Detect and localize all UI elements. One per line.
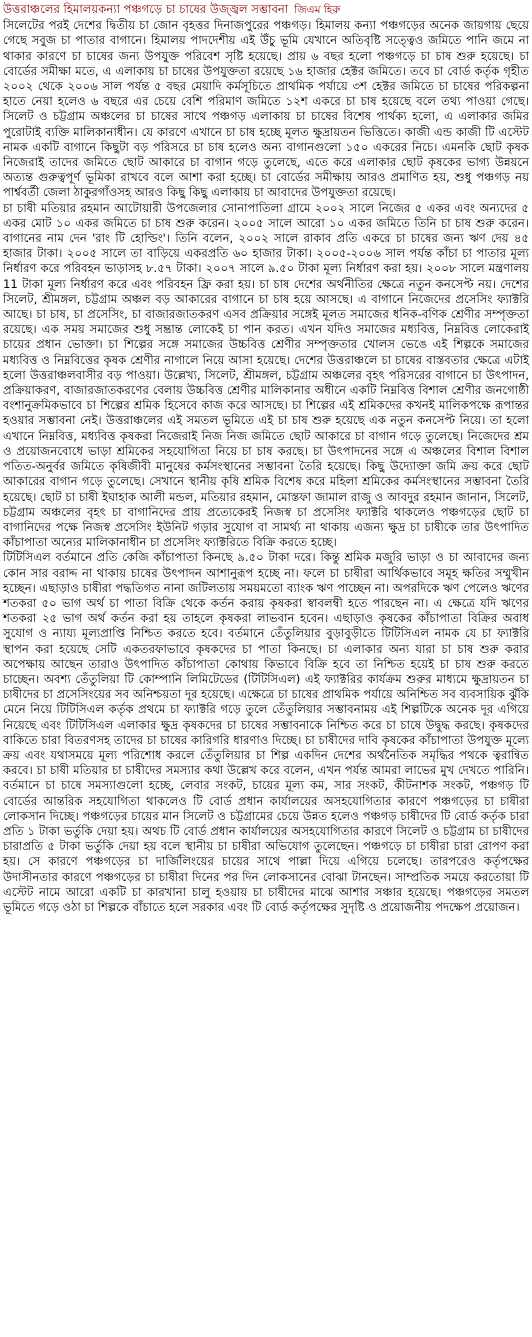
article-headline (3, 2, 529, 18)
article-paragraph-2: চা চাষী মতিয়ার রহমান আটোয়ারী উপজেলার সোনাপাতিলা গ্রামে ২০০২ সালে নিজের ৫ একর এবং অন্যদের ৫ একর মোট ১০ একর জমিতে চা চাষ শুরু করেন। ২০০৫ সালে আরো ১০ একর জমিতে তিনি চা চাষ শুরু করেন। বাগানের নাম দেন 'রাং টি হোল্ডিং'। তিনি বলেন, ২০০২ সালে রাকাব প্রতি একরে চা চাষের জন্য ঋণ দেয় ৪৫ হাজার টাকা। ২০০৫ সালে তা বাড়িয়ে একরপ্রতি ৬০ হাজার টাকা। ২০০৫-২০০৬ সাল পর্যন্ত কাঁচা চা পাতার মূল্য নির্ধারণ করে পরিবহন ভাড়াসহ ৮.৫৭ টাকা। ২০০৭ সালে ৯.৫০ টাকা মূল্য নির্ধারণ করা হয়। ২০০৮ সালে মন্ত্রণালয় 11 টাকা মূল্য নির্ধারণ করে এবং পরিবহন ফ্রি করা হয়। চা চাষ দেশের অর্থনীতির ক্ষেত্রে নতুন কনসেপ্ট নয়। দেশের সিলেট, শ্রীমঙ্গল, চট্টগ্রাম অঞ্চল বড় আকারের বাগানে চা চাষ হয়ে আসছে। এ বাগানে নিজেদের প্রসেসিং ফ্যাক্টরি আছে। চা চাষ, চা প্রসেসিং, চা বাজারজাতকরণ এসব প্রক্রিয়ার সঙ্গেই মূলত সমাজের ধনিক-বণিক শ্রেণীর সম্পৃক্ততা রয়েছে। এক সময় সমাজের শুধু সম্ভ্রান্ত লোকেই চা পান করত। এখন যদিও সমাজের মধ্যবিত্ত, নিম্নবিত্ত লোকেরাই চায়ের প্রধান ভোক্তা। চা শিল্পের সঙ্গে সমাজের উচ্চবিত্ত শ্রেণীর সম্পৃক্ততার খোলস ভেঙে এই শিল্পকে সমাজের মধ্যবিত্ত ও নিম্নবিত্তের কৃষক শ্রেণীর নাগালে নিয়ে আসা হয়েছে। দেশের উত্তরাঞ্চলে চা চাষের বাস্তবতার ক্ষেত্রে এটাই হলো উত্তরাঞ্চলবাসীর বড় পাওয়া। উল্লেখ্য, সিলেট, শ্রীমঙ্গল, চট্টগ্রাম অঞ্চলের বৃহৎ পরিসরের বাগানে চা উৎপাদন, প্রক্রিয়াকরণ, বাজারজাতকরণের বেলায় উচ্চবিত্ত শ্রেণীর মালিকানার অধীনে একটি নিম্নবিত্ত বিশাল শ্রেণীর জনগোষ্ঠী বংশানুক্রমিকভাবে চা শিল্পের শ্রমিক হিসেবে কাজ করে আসছে। চা শিল্পের এই শ্রমিকদের কখনই মালিকপক্ষে রূপান্তর হওয়ার সম্ভাবনা নেই। উত্তরাঞ্চলের এই সমতল ভূমিতে এই চা চাষ শুরু হয়েছে এক নতুন কনসেপ্ট নিয়ে। তা হলো এখানে নিম্নবিত্ত, মধ্যবিত্ত কৃষকরা নিজেরাই নিজ নিজ জমিতে ছোট আকারে চা বাগান গড়ে তুলেছে। নিজেদের শ্রম ও প্রয়োজনবোধে ভাড়া শ্রমিকের সহযোগিতা নিয়ে চা চাষ করছে। চা উৎপাদনের সঙ্গে এ অঞ্চলের বিশাল বিশাল পতিত-অনুর্বর জমিতে কৃষিজীবী মানুষের কর্মসংস্থানের সম্ভাবনা তৈরি হয়েছে। কিছু উদ্যোক্তা জমি ক্রয় করে ছোট আকারের বাগান গড়ে তুলেছে। সেখানে স্থানীয় কৃষি শ্রমিক বিশেষ করে মহিলা শ্রমিকের কর্মসংস্থানের সম্ভাবনা তৈরি হয়েছে। ছোট চা চাষী ইঘাহাক আলী মন্ডল, মতিয়ার রহমান, মোস্তফা জামাল রাজু ও আবদুর রহমান জানান, সিলেট, চট্টগ্রাম অঞ্চলের বৃহৎ চা বাগানিদের প্রায় প্রত্যেকেরই নিজস্ব চা প্রসেসিং ফ্যাক্টরি থাকলেও পঞ্চগড়ের ছোট চা বাগানিদের পক্ষে নিজস্ব প্রসেসিং ইউনিট গড়ার সুযোগ বা সামর্থ্য না থাকায় এজন্য ক্ষুদ্র চা চাষীকে তার উৎপাদিত কাঁচাপাতা অন্যের মালিকানাধীন চা প্রসেসিং ফ্যাক্টরিতে বিক্রি করতে হচ্ছে। (3, 200, 529, 550)
article-title: উত্তরাঞ্চলের হিমালয়কন্যা পঞ্চগড়ে চা চাষের উজ্জ্বল সম্ভাবনা (3, 2, 289, 16)
article-paragraph-1: সিলেটের পরই দেশের দ্বিতীয় চা জোন বৃহত্তর দিনাজপুরের পঞ্চগড়। হিমালয় কন্যা পঞ্চগড়ের অনেক জায়গায় ছেয়ে গেছে সবুজ চা পাতার বাগানে। হিমালয় পাদদেশীয় এই উঁচু ভূমি যেখানে অতিবৃষ্টি সত্ত্বেও জমিতে পানি জমে না থাকার কারণে চা চাষের জন্য উপযুক্ত পরিবেশ সৃষ্টি হয়েছে। প্রায় ৬ বছর হলো পঞ্চগড়ে চা চাষ শুরু হয়েছে। চা বোর্ডের সমীক্ষা মতে, এ এলাকায় চা চাষের উপযুক্ততা রয়েছে ১৬ হাজার হেক্টর জমিতে। তবে চা বোর্ড কর্তৃক গৃহীত ২০০২ থেকে ২০০৬ সাল পর্যন্ত ৫ বছর মেয়াদি কর্মসূচিতে প্রাথমিক পর্যায়ে ৩শ হেক্টর জমিতে চা চাষের পরিকল্পনা হাতে নেয়া হলেও ৬ বছরে এর চেয়ে বেশি পরিমাণ জমিতে ১২শ একরে চা চাষ হয়েছে বলে তথ্য পাওয়া গেছে। সিলেট ও চট্টগ্রাম অঞ্চলের চা চাষের সাথে পঞ্চগড় এলাকায় চা চাষের বিশেষ পার্থক্য হলো, এ এলাকার জমির পুরোটাই ব্যক্তি মালিকানাধীন। যে কারণে এখানে চা চাষ হচ্ছে মূলত ক্ষুদ্রায়তন ভিত্তিতে। কাজী এন্ড কাজী টি এস্টেট নামক একটি বাগানে কিছুটা বড় পরিসরে চা চাষ হলেও অন্য বাগানগুলো ১৫০ একরের নিচে। এমনকি ছোট কৃষক নিজেরাই তাদের জমিতে ছোট আকারে চা বাগান গড়ে তুলেছে, এতে করে এলাকার ছোট কৃষকের ভাগ্য উন্নয়নে অত্যন্ত গুরুত্বপূর্ণ ভূমিকা রাখবে বলে আশা করা হচ্ছে। চা বোর্ডের সমীক্ষায় আরও প্রমাণিত হয়, শুধু পঞ্চগড় নয় পার্শ্ববর্তী জেলা ঠাকুরগাঁওসহ আরও কিছু কিছু এলাকায় চা আবাদের উপযুক্ততা রয়েছে। (3, 18, 529, 200)
article-byline: জিএম হিরু (294, 4, 341, 16)
article-paragraph-3: টিটিসিএল বর্তমানে প্রতি কেজি কাঁচাপাতা কিনছে ৯.৫০ টাকা দরে। কিন্তু শ্রমিক মজুরি ভাড়া ও চা আবাদের জন্য কোন সার বরাদ্দ না থাকায় চাষের উৎপাদন আশানুরূপ হচ্ছে না। ফলে চা চাষীরা আর্থিকভাবে সমূহ ক্ষতির সম্মুখীন হচ্ছেন। এছাড়াও চাষীরা পদ্ধতিগত নানা জটিলতায় সময়মতো ব্যাংক ঋণ পাচ্ছেন না। অপরদিকে ঋণ পেলেও ঋণের শতকরা ৫০ ভাগ অর্থ চা পাতা বিক্রি থেকে কর্তন করায় কৃষকরা স্বাবলম্বী হতে পারছেন না। এ ক্ষেত্রে যদি ঋণের শতকরা ২৫ ভাগ অর্থ কর্তন করা হয় তাহলে কৃষকরা লাভবান হবেন। এছাড়াও কৃষকের কাঁচাপাতা বিক্রির অবাধ সুযোগ ও ন্যায্য মূল্যপ্রাপ্তি নিশ্চিত করতে হবে। বর্তমানে তেঁতুলিয়ার বুড়াবুড়ীতে টিটিসিএল নামক যে চা ফ্যাক্টরি স্থাপন করা হয়েছে সেটি একতরফাভাবে কৃষকদের চা পাতা কিনছে। চা এলাকার অন্য যারা চা চাষ শুরু করার অপেক্ষায় আছেন তারাও উৎপাদিত কাঁচাপাতা কোথায় কিভাবে বিক্রি হবে তা নিশ্চিত হয়েই চা চাষ শুরু করতে চাচ্ছেন। অবশ্য তেঁতুলিয়া টি কোম্পানি লিমিটেডের (টিটিসিএল) এই ফ্যাক্টরির কার্যক্রম শুরুর মাধ্যমে ক্ষুদ্রায়তন চা চাষীদের চা প্রসেসিংয়ের সব অনিশ্চয়তা দূর হয়েছে। এক্ষেত্রে চা চাষের প্রাথমিক পর্যায়ে অনিশ্চিত সব ব্যবসায়িক ঝুঁকি মেনে নিয়ে টিটিসিএল কর্তৃক প্রথমে চা ফ্যাক্টরি গড়ে তুলে তেঁতুলিয়ার সম্ভাবনাময় এই শিল্পটিকে অনেক দূর এগিয়ে নিয়েছে এবং টিটিসিএল এলাকার ক্ষুদ্র কৃষকদের চা চাষের সম্ভাবনাকে নিশ্চিত করে চা চাষে উদ্বুদ্ধ করছে। কৃষকদের বাকিতে চারা বিতরণসহ তাদের চা চাষের কারিগরি ধারণাও দিচ্ছে। চা চাষীদের দাবি কৃষকের কাঁচাপাতা উপযুক্ত মূল্যে ক্রয় এবং যথাসময়ে মূল্য পরিশোধ করলে তেঁতুলিয়ার চা শিল্প একদিন দেশের অর্থনৈতিক সমৃদ্ধির পথকে ত্বরান্বিত করবে। চা চাষী মতিয়ার চা চাষীদের সমস্যার কথা উল্লেখ করে বলেন, এখন পর্যন্ত আমরা লাভের মুখ দেখতে পারিনি। বর্তমানে চা চাষে সমস্যাগুলো হচ্ছে, লেবার সংকট, চায়ের মূল্য কম, সার সংকট, কীটনাশক সংকট, পঞ্চগড় টি বোর্ডের আন্তরিক সহযোগিতা থাকলেও টি বোর্ড প্রধান কার্যালয়ের অসহযোগিতার কারণে পঞ্চগড়ের চা চাষীরা লোকসান দিচ্ছে। পঞ্চগড়ের চায়ের মান সিলেট ও চট্টগ্রামের চেয়ে উন্নত হলেও পঞ্চগড় চাষীদের টি বোর্ড কর্তৃক চারা প্রতি ১ টাকা ভর্তুকি দেয়া হয়। অথচ টি বোর্ড প্রধান কার্যালয়ের অসহযোগিতার কারণে সিলেট ও চট্টগ্রাম চা চাষীদের চারাপ্রতি ৫ টাকা ভর্তুকি দেয়া হয় বলে স্থানীয় চা চাষীরা অভিযোগ তুলেছেন। পঞ্চগড়ে চা চাষীরা চারা রোপণ করা হয়। সে কারণে পঞ্চগড়ের চা দার্জিলিংয়ের চায়ের সাথে পাল্লা দিয়ে এগিয়ে চলেছে। তারপরেও কর্তৃপক্ষের উদাসীনতার কারণে পঞ্চগড়ের চা চাষীরা দিনের পর দিন লোকসানের বোঝা টানছেন। সাম্প্রতিক সময়ে করতোয়া টি এস্টেট নামে আরো একটি চা কারখানা চালু হওয়ায় চা চাষীদের মাঝে আশার সঞ্চার হয়েছে। পঞ্চগড়ের সমতল ভূমিতে গড়ে ওঠা চা শিল্পকে বাঁচাতে হলে সরকার এবং টি বোর্ড কর্তৃপক্ষের সুদৃষ্টি ও প্রয়োজনীয় পদক্ষেপ প্রয়োজন। (3, 550, 529, 914)
